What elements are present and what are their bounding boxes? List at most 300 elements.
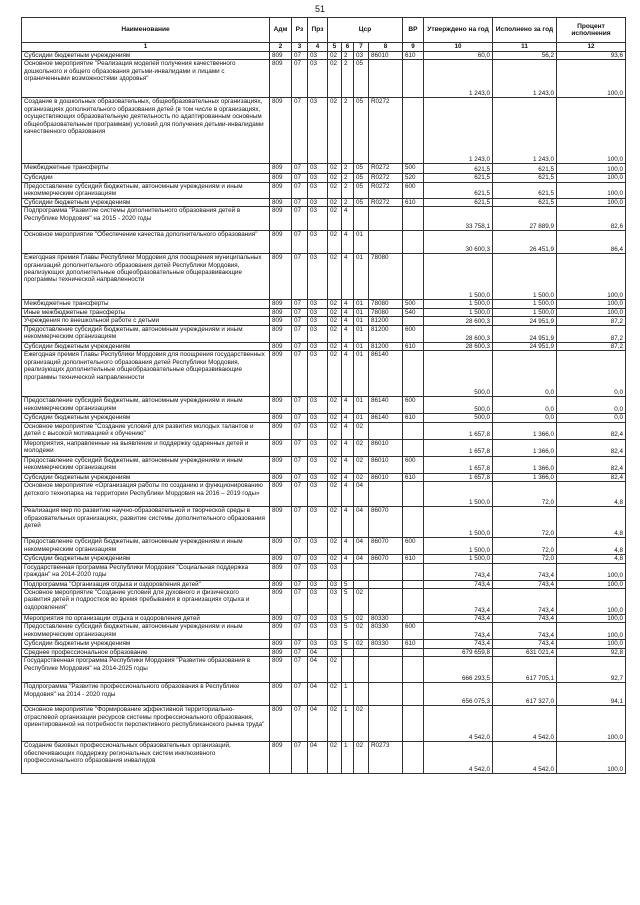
row-subprogram-code: 1 (342, 742, 354, 774)
row-adm: 809 (270, 300, 292, 308)
row-rz: 07 (292, 706, 308, 742)
row-direction-code: R0272 (369, 182, 403, 198)
row-subprogram-code: 1 (342, 683, 354, 706)
row-executed: 24 951,9 (493, 317, 557, 326)
row-direction-code: 86070 (369, 555, 403, 563)
row-adm: 809 (270, 683, 292, 706)
row-subprogram-code: 4 (342, 231, 354, 254)
row-program-code: 02 (328, 317, 342, 326)
row-program-code: 02 (328, 231, 342, 254)
row-program-code: 03 (328, 615, 342, 623)
row-percent: 100,0 (557, 254, 626, 300)
row-event-code: 04 (354, 482, 369, 507)
row-subprogram-code: 4 (342, 422, 354, 439)
row-direction-code (369, 706, 403, 742)
row-name: Предоставление субсидий бюджетным, автономным учреждениям и иным некоммерческим организациям (22, 397, 270, 414)
row-percent: 87,2 (557, 326, 626, 343)
row-prz: 03 (308, 555, 328, 563)
row-adm: 809 (270, 640, 292, 648)
row-event-code: 04 (354, 555, 369, 563)
row-rz: 07 (292, 308, 308, 316)
row-percent: 100,0 (557, 300, 626, 308)
row-subprogram-code: 4 (342, 482, 354, 507)
row-name: Основное мероприятие "Формирование эффективной территориально-отраслевой организации ресурсов системы профессионального образования, ориентированной на потребности перспективного республиканского рынка труда" (22, 706, 270, 742)
row-direction-code: 78080 (369, 300, 403, 308)
row-percent: 82,6 (557, 207, 626, 231)
row-direction-code: 86010 (369, 439, 403, 456)
col-number: 2 (270, 43, 292, 52)
row-program-code: 02 (328, 182, 342, 198)
row-approved: 1 657,8 (424, 422, 493, 439)
row-name: Субсидии (22, 174, 270, 182)
row-name: Предоставление субсидий бюджетным, автономным учреждениям и иным некоммерческим организациям (22, 182, 270, 198)
row-name: Подпрограмма "Организация отдыха и оздоровления детей" (22, 580, 270, 588)
row-subprogram-code: 2 (342, 98, 354, 164)
row-adm: 809 (270, 343, 292, 351)
row-executed: 0,0 (493, 414, 557, 422)
table-row (22, 52, 626, 60)
table-row (22, 231, 626, 254)
row-approved: 1 500,0 (424, 254, 493, 300)
row-subprogram-code: 1 (342, 706, 354, 742)
row-subprogram-code: 4 (342, 397, 354, 414)
table-row (22, 308, 626, 316)
row-rz: 07 (292, 580, 308, 588)
row-program-code: 02 (328, 482, 342, 507)
row-name: Подпрограмма "Развитие системы дополнительного образования детей в Республике Мордовия" на 2015 - 2020 годы (22, 207, 270, 231)
table-body (22, 43, 626, 774)
col-header-adm: Адм (270, 18, 292, 43)
table-row (22, 300, 626, 308)
table-row (22, 657, 626, 683)
row-program-code: 02 (328, 507, 342, 538)
row-percent: 0,0 (557, 397, 626, 414)
row-name: Субсидии бюджетным учреждениям (22, 343, 270, 351)
row-executed: 72,0 (493, 555, 557, 563)
row-prz: 03 (308, 182, 328, 198)
col-number: 4 (308, 43, 328, 52)
row-percent: 100,0 (557, 589, 626, 615)
col-number: 9 (403, 43, 424, 52)
row-event-code: 04 (354, 538, 369, 555)
row-approved: 4 542,0 (424, 742, 493, 774)
row-program-code: 02 (328, 422, 342, 439)
row-subprogram-code: 4 (342, 456, 354, 473)
row-event-code: 01 (354, 414, 369, 422)
row-subprogram-code: 5 (342, 589, 354, 615)
row-executed: 26 451,9 (493, 231, 557, 254)
row-percent: 82,4 (557, 456, 626, 473)
row-prz: 03 (308, 60, 328, 98)
row-name: Субсидии бюджетным учреждениям (22, 198, 270, 206)
row-program-code: 02 (328, 538, 342, 555)
row-direction-code (369, 231, 403, 254)
row-rz: 07 (292, 52, 308, 60)
row-executed: 631 021,4 (493, 648, 557, 656)
row-adm: 809 (270, 589, 292, 615)
row-percent: 100,0 (557, 742, 626, 774)
table-row (22, 640, 626, 648)
table-row (22, 60, 626, 98)
col-number: 11 (493, 43, 557, 52)
row-percent: 4,8 (557, 538, 626, 555)
row-program-code: 03 (328, 580, 342, 588)
row-adm: 809 (270, 623, 292, 640)
row-approved: 743,4 (424, 563, 493, 580)
row-name: Субсидии бюджетным учреждениям (22, 414, 270, 422)
table-row (22, 473, 626, 481)
table-row (22, 351, 626, 397)
row-executed: 743,4 (493, 580, 557, 588)
row-prz: 04 (308, 742, 328, 774)
row-event-code: 02 (354, 589, 369, 615)
row-approved: 666 293,5 (424, 657, 493, 683)
row-approved: 4 542,0 (424, 706, 493, 742)
row-adm: 809 (270, 706, 292, 742)
row-executed: 1 366,0 (493, 422, 557, 439)
row-adm: 809 (270, 648, 292, 656)
row-adm: 809 (270, 615, 292, 623)
row-program-code: 03 (328, 563, 342, 580)
row-subprogram-code: 4 (342, 308, 354, 316)
row-subprogram-code: 4 (342, 343, 354, 351)
row-direction-code: R0272 (369, 174, 403, 182)
row-name: Государственная программа Республики Мордовия "Социальная поддержка граждан" на 2014-2020 годы (22, 563, 270, 580)
row-direction-code: 81200 (369, 317, 403, 326)
row-percent: 92,8 (557, 648, 626, 656)
row-direction-code: 81200 (369, 343, 403, 351)
row-prz: 04 (308, 683, 328, 706)
table-row (22, 456, 626, 473)
row-prz: 03 (308, 473, 328, 481)
row-executed: 1 366,0 (493, 439, 557, 456)
row-approved: 743,4 (424, 580, 493, 588)
row-adm: 809 (270, 507, 292, 538)
col-header-percent: Процент исполнения (557, 18, 626, 43)
row-executed: 743,4 (493, 589, 557, 615)
row-program-code: 02 (328, 439, 342, 456)
row-event-code: 02 (354, 742, 369, 774)
row-executed: 56,2 (493, 52, 557, 60)
row-expense-type: 610 (403, 52, 424, 60)
row-program-code: 02 (328, 397, 342, 414)
row-event-code: 01 (354, 326, 369, 343)
row-percent: 82,4 (557, 473, 626, 481)
row-direction-code: 86070 (369, 538, 403, 555)
table-row (22, 742, 626, 774)
row-approved: 1 243,0 (424, 60, 493, 98)
table-row (22, 580, 626, 588)
row-executed: 617 705,1 (493, 657, 557, 683)
row-expense-type: 600 (403, 623, 424, 640)
table-row (22, 182, 626, 198)
row-executed: 27 889,9 (493, 207, 557, 231)
row-rz: 07 (292, 623, 308, 640)
row-prz: 03 (308, 52, 328, 60)
row-expense-type: 600 (403, 456, 424, 473)
row-name: Основное мероприятие "Создание условий для духовного и физического развития детей и подростков во время пребывания в организациях отдыха и оздоровления" (22, 589, 270, 615)
row-rz: 07 (292, 254, 308, 300)
row-percent: 100,0 (557, 563, 626, 580)
row-executed: 1 500,0 (493, 300, 557, 308)
table-row (22, 439, 626, 456)
row-name: Подпрограмма "Развитие профессионального образования в Республике Мордовия" на 2014 - 2020 годы (22, 683, 270, 706)
row-direction-code: 78080 (369, 254, 403, 300)
row-approved: 28 600,3 (424, 317, 493, 326)
row-rz: 07 (292, 563, 308, 580)
row-percent: 82,4 (557, 439, 626, 456)
row-event-code: 04 (354, 507, 369, 538)
row-prz: 03 (308, 623, 328, 640)
row-executed: 1 243,0 (493, 98, 557, 164)
row-expense-type (403, 422, 424, 439)
row-expense-type (403, 706, 424, 742)
row-expense-type (403, 317, 424, 326)
row-percent: 100,0 (557, 60, 626, 98)
row-rz: 07 (292, 317, 308, 326)
table-row (22, 317, 626, 326)
row-adm: 809 (270, 207, 292, 231)
col-header-executed: Исполнено за год (493, 18, 557, 43)
row-percent: 4,8 (557, 482, 626, 507)
row-approved: 1 500,0 (424, 308, 493, 316)
row-event-code: 01 (354, 343, 369, 351)
table-row (22, 207, 626, 231)
row-approved: 500,0 (424, 414, 493, 422)
row-executed: 621,5 (493, 174, 557, 182)
row-approved: 656 075,3 (424, 683, 493, 706)
row-executed: 72,0 (493, 482, 557, 507)
col-header-prz: Прз (308, 18, 328, 43)
row-adm: 809 (270, 657, 292, 683)
row-prz: 03 (308, 351, 328, 397)
row-program-code: 02 (328, 164, 342, 174)
row-name: Предоставление субсидий бюджетным, автономным учреждениям и иным некоммерческим организациям (22, 538, 270, 555)
row-rz: 07 (292, 182, 308, 198)
col-number: 12 (557, 43, 626, 52)
row-rz: 07 (292, 615, 308, 623)
row-subprogram-code (342, 563, 354, 580)
row-direction-code (369, 422, 403, 439)
col-header-approved: Утверждено на год (424, 18, 493, 43)
row-prz: 03 (308, 507, 328, 538)
row-rz: 07 (292, 648, 308, 656)
row-adm: 809 (270, 482, 292, 507)
row-approved: 500,0 (424, 397, 493, 414)
row-adm: 809 (270, 254, 292, 300)
row-expense-type (403, 98, 424, 164)
row-direction-code: 86140 (369, 414, 403, 422)
row-approved: 1 657,8 (424, 473, 493, 481)
row-executed: 24 951,9 (493, 343, 557, 351)
row-direction-code: 81200 (369, 326, 403, 343)
row-percent: 86,4 (557, 231, 626, 254)
row-direction-code: 86140 (369, 351, 403, 397)
col-number: 3 (292, 43, 308, 52)
row-prz: 03 (308, 615, 328, 623)
row-subprogram-code: 5 (342, 623, 354, 640)
row-event-code: 02 (354, 615, 369, 623)
row-subprogram-code: 4 (342, 538, 354, 555)
row-prz: 03 (308, 174, 328, 182)
row-program-code: 02 (328, 657, 342, 683)
row-event-code: 01 (354, 254, 369, 300)
row-event-code: 02 (354, 439, 369, 456)
row-name: Субсидии бюджетным учреждениям (22, 52, 270, 60)
row-approved: 33 758,1 (424, 207, 493, 231)
row-approved: 28 600,3 (424, 326, 493, 343)
row-approved: 60,0 (424, 52, 493, 60)
row-expense-type: 610 (403, 343, 424, 351)
row-event-code (354, 657, 369, 683)
row-event-code: 01 (354, 351, 369, 397)
row-executed: 72,0 (493, 507, 557, 538)
row-expense-type (403, 683, 424, 706)
row-approved: 679 659,8 (424, 648, 493, 656)
row-rz: 07 (292, 207, 308, 231)
row-prz: 03 (308, 198, 328, 206)
row-approved: 621,5 (424, 198, 493, 206)
row-name: Предоставление субсидий бюджетным, автономным учреждениям и иным некоммерческим организациям (22, 623, 270, 640)
row-direction-code (369, 657, 403, 683)
row-executed: 1 366,0 (493, 456, 557, 473)
row-subprogram-code: 4 (342, 555, 354, 563)
row-rz: 07 (292, 589, 308, 615)
row-rz: 07 (292, 414, 308, 422)
row-prz: 03 (308, 98, 328, 164)
row-approved: 1 657,8 (424, 456, 493, 473)
table-row (22, 538, 626, 555)
row-rz: 07 (292, 473, 308, 481)
row-executed: 0,0 (493, 351, 557, 397)
row-event-code (354, 683, 369, 706)
table-row (22, 589, 626, 615)
row-prz: 03 (308, 482, 328, 507)
row-percent: 100,0 (557, 198, 626, 206)
row-rz: 07 (292, 683, 308, 706)
row-event-code: 02 (354, 422, 369, 439)
row-event-code: 01 (354, 300, 369, 308)
row-percent: 0,0 (557, 414, 626, 422)
row-approved: 1 657,8 (424, 439, 493, 456)
row-approved: 621,5 (424, 174, 493, 182)
col-number: 10 (424, 43, 493, 52)
row-event-code: 01 (354, 231, 369, 254)
row-event-code: 05 (354, 198, 369, 206)
row-direction-code (369, 60, 403, 98)
row-event-code: 02 (354, 473, 369, 481)
row-rz: 07 (292, 98, 308, 164)
table-row (22, 422, 626, 439)
row-percent: 4,8 (557, 507, 626, 538)
row-rz: 07 (292, 300, 308, 308)
row-name: Субсидии бюджетным учреждениям (22, 473, 270, 481)
row-percent: 4,8 (557, 555, 626, 563)
row-adm: 809 (270, 473, 292, 481)
row-program-code: 02 (328, 308, 342, 316)
row-expense-type (403, 580, 424, 588)
row-program-code: 02 (328, 343, 342, 351)
row-expense-type: 610 (403, 555, 424, 563)
row-adm: 809 (270, 555, 292, 563)
row-rz: 07 (292, 164, 308, 174)
row-name: Мероприятия, направленные на выявление и поддержку одаренных детей и молодежи (22, 439, 270, 456)
row-percent: 94,1 (557, 683, 626, 706)
row-event-code: 03 (354, 52, 369, 60)
row-program-code: 02 (328, 326, 342, 343)
col-number: 6 (342, 43, 354, 52)
row-direction-code (369, 589, 403, 615)
row-direction-code: 86070 (369, 507, 403, 538)
row-program-code: 02 (328, 98, 342, 164)
row-name: Реализация мер по развитию научно-образовательной и творческой среды в образовательных организациях, развитие системы дополнительного образования детей (22, 507, 270, 538)
row-approved: 28 600,3 (424, 343, 493, 351)
row-prz: 03 (308, 414, 328, 422)
row-prz: 03 (308, 164, 328, 174)
row-direction-code (369, 563, 403, 580)
table-row (22, 174, 626, 182)
table-row (22, 563, 626, 580)
table-row (22, 683, 626, 706)
row-adm: 809 (270, 439, 292, 456)
row-executed: 1 500,0 (493, 308, 557, 316)
row-percent: 92,7 (557, 657, 626, 683)
row-name: Основное мероприятие "Создание условий для развития молодых талантов и детей с высокой мотивацией к обучению" (22, 422, 270, 439)
row-program-code: 02 (328, 414, 342, 422)
table-row (22, 482, 626, 507)
row-approved: 743,4 (424, 615, 493, 623)
table-row (22, 507, 626, 538)
row-adm: 809 (270, 414, 292, 422)
row-direction-code: 78080 (369, 308, 403, 316)
col-header-vr: ВР (403, 18, 424, 43)
row-name: Мероприятия по организации отдыха и оздоровления детей (22, 615, 270, 623)
row-executed: 621,5 (493, 182, 557, 198)
row-expense-type (403, 254, 424, 300)
row-direction-code (369, 580, 403, 588)
row-event-code: 02 (354, 623, 369, 640)
row-event-code: 02 (354, 640, 369, 648)
row-subprogram-code: 5 (342, 640, 354, 648)
row-program-code: 02 (328, 351, 342, 397)
row-executed: 621,5 (493, 164, 557, 174)
row-name: Субсидии бюджетным учреждениям (22, 640, 270, 648)
row-name: Основное мероприятие "Обеспечение качества дополнительного образования" (22, 231, 270, 254)
row-name: Среднее профессиональное образование (22, 648, 270, 656)
col-number: 5 (328, 43, 342, 52)
row-prz: 04 (308, 648, 328, 656)
row-subprogram-code: 4 (342, 317, 354, 326)
row-prz: 03 (308, 207, 328, 231)
table-row (22, 343, 626, 351)
row-adm: 809 (270, 397, 292, 414)
row-name: Межбюджетные трансферты (22, 300, 270, 308)
row-rz: 07 (292, 343, 308, 351)
row-program-code: 02 (328, 473, 342, 481)
row-prz: 04 (308, 657, 328, 683)
row-expense-type: 520 (403, 174, 424, 182)
row-rz: 07 (292, 456, 308, 473)
row-program-code (328, 648, 342, 656)
row-adm: 809 (270, 198, 292, 206)
row-prz: 03 (308, 422, 328, 439)
col-number: 7 (354, 43, 369, 52)
row-subprogram-code: 2 (342, 198, 354, 206)
row-adm: 809 (270, 231, 292, 254)
row-adm: 809 (270, 326, 292, 343)
budget-execution-table (21, 17, 626, 774)
row-event-code: 05 (354, 98, 369, 164)
